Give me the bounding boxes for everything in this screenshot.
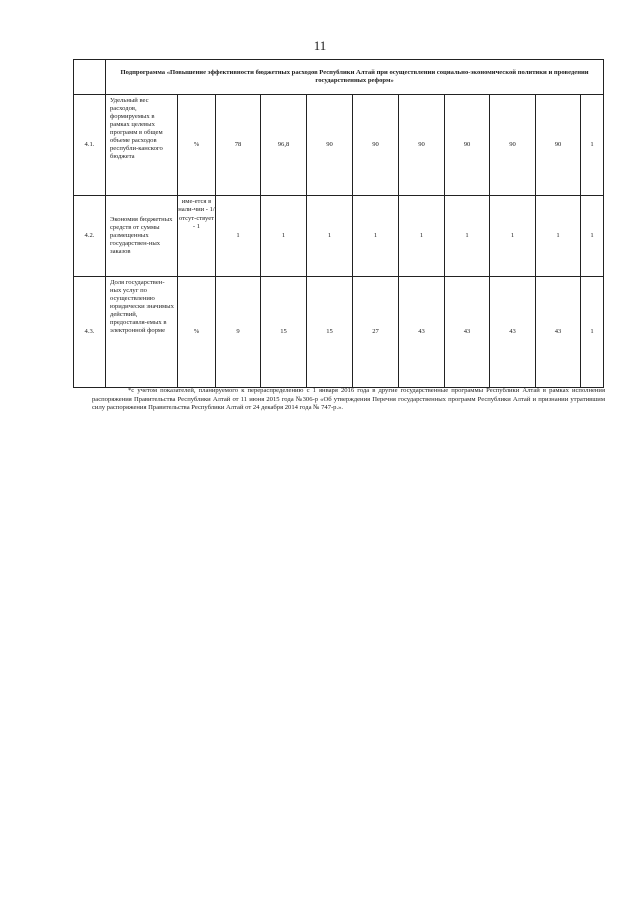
indicator-name: Экономия бюджетных средств от суммы размещенных государствен-ных заказов: [106, 196, 178, 277]
value-cell: 43: [536, 277, 581, 388]
value-cell: 43: [399, 277, 445, 388]
header-num-cell: [74, 60, 106, 95]
unit-cell: %: [178, 95, 216, 196]
value-cell: 1: [353, 196, 399, 277]
subprogram-title: Подпрограмма «Повышение эффективности бюджетных расходов Республики Алтай при осуществлении социально-экономической политики и проведении государственных реформ»: [106, 60, 604, 95]
value-cell: 90: [307, 95, 353, 196]
value-cell: 1: [399, 196, 445, 277]
page-number: 11: [313, 38, 327, 53]
value-cell: 90: [536, 95, 581, 196]
value-cell: 78: [216, 95, 261, 196]
value-cell: 27: [353, 277, 399, 388]
value-cell: 1: [581, 196, 604, 277]
subprogram-header-row: [74, 60, 604, 95]
value-cell: 1: [445, 196, 490, 277]
value-cell: 1: [307, 196, 353, 277]
indicator-name: Удельный вес расходов, формируемых в рамках целевых программ в общем объеме расходов республи-канского бюджета: [106, 95, 178, 196]
unit-cell: %: [178, 277, 216, 388]
row-number: 4.3.: [74, 277, 106, 388]
value-cell: 90: [490, 95, 536, 196]
value-cell: 1: [261, 196, 307, 277]
value-cell: 90: [445, 95, 490, 196]
footnote: *с учетом показателей, планируемого к перераспределению с 1 января 2016 года в другие государственные программы Республики Алтай в рамках исполнения распоряжения Правительства Республики Алтай от 11 июня 2015 года №306-р «Об утверждения Перечня государственных программ Республики Алтай и признании утратившим силу распоряжения Правительства Республики Алтай от 24 декабря 2014 года № 747-р.».: [92, 387, 605, 412]
value-cell: 1: [581, 277, 604, 388]
row-number: 4.1.: [74, 95, 106, 196]
indicator-name: Доля государствен-ных услуг по осуществлению юридически значимых действий, предоставля-емых в электронной форме: [106, 277, 178, 388]
table-row: [74, 277, 604, 388]
value-cell: 15: [307, 277, 353, 388]
unit-cell: име-ется в нали-чии - 1/ отсут-ствует - 1: [178, 196, 216, 277]
table-row: [74, 196, 604, 277]
row-number: 4.2.: [74, 196, 106, 277]
value-cell: 43: [490, 277, 536, 388]
value-cell: 15: [261, 277, 307, 388]
indicators-table: [73, 59, 604, 388]
table-row: [74, 95, 604, 196]
value-cell: 9: [216, 277, 261, 388]
value-cell: 90: [399, 95, 445, 196]
value-cell: 1: [536, 196, 581, 277]
value-cell: 1: [216, 196, 261, 277]
value-cell: 96,8: [261, 95, 307, 196]
value-cell: 1: [490, 196, 536, 277]
value-cell: 43: [445, 277, 490, 388]
value-cell: 1: [581, 95, 604, 196]
value-cell: 90: [353, 95, 399, 196]
